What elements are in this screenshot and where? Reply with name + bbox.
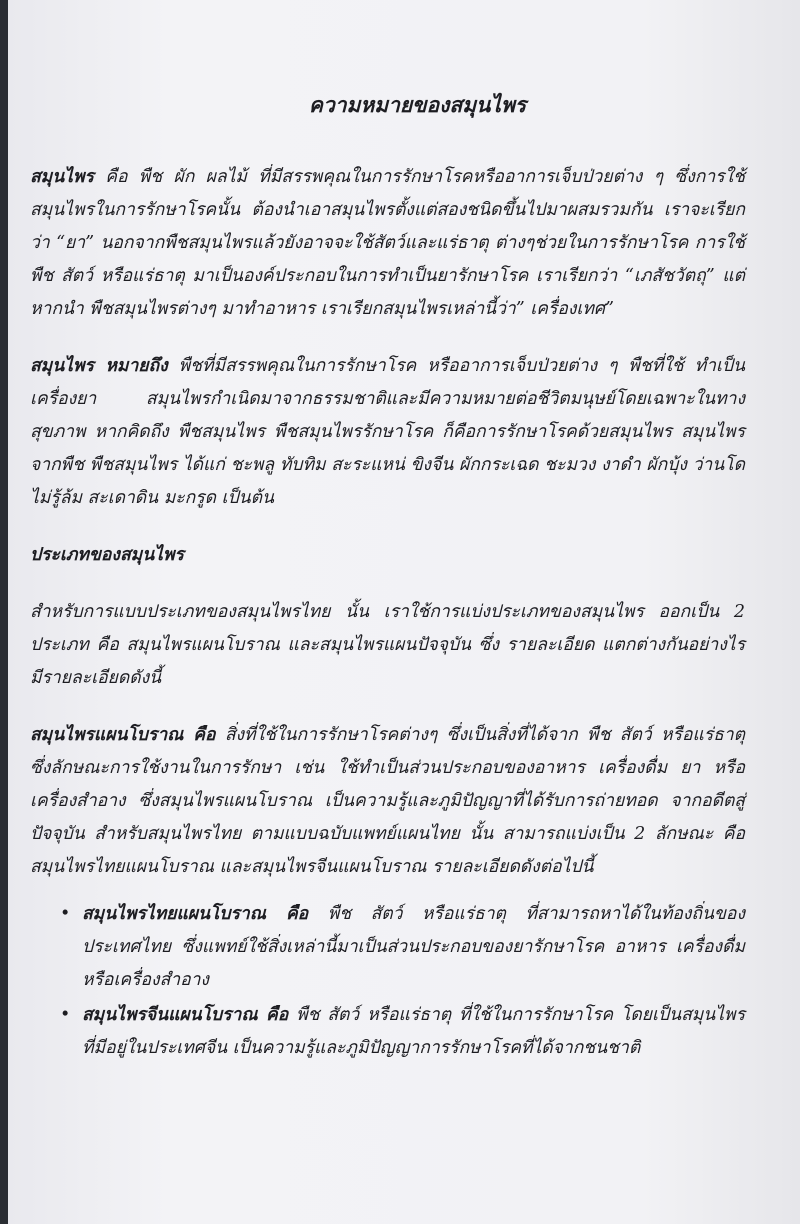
paragraph-definition [30,161,745,326]
list-item-text: พืช สัตว์ หรือแร่ธาตุ ที่ใช้ในการรักษาโรค โดยเป็นสมุนไพร ที่มีอยู่ในประเทศจีน เป็นความรู้และภูมิปัญญาการรักษาโรคที่ได้จากชนชาติ [82,1005,745,1058]
list-item-text: พืช สัตว์ หรือแร่ธาตุ ที่สามารถหาได้ในท้องถิ่นของประเทศไทย ซึ่งแพทย์ใช้สิ่งเหล่านี้มาเป็นส่วนประกอบของยารักษาโรค อาหาร เครื่องดื่ม หรือเครื่องสำอาง [82,904,745,990]
paragraph-lead: สมุนไพรแผนโบราณ คือ [30,725,216,745]
section-heading: ประเภทของสมุนไพร [30,545,184,565]
bullet-icon: • [60,904,71,924]
paragraph-lead: สมุนไพร หมายถึง [30,356,168,376]
paragraph-text: สิ่งที่ใช้ในการรักษาโรคต่างๆ ซึ่งเป็นสิ่งที่ได้จาก พืช สัตว์ หรือแร่ธาตุ ซึ่งลักษณะการใช้งานในการรักษา เช่น ใช้ทำเป็นส่วนประกอบของอาหาร เครื่องดื่ม ยา หรือเครื่องสำอาง ซึ่งสมุนไพรแผนโบราณ เป็นความรู้และภูมิปัญญาที่ได้รับการถ่ายทอด จากอดีตสู่ปัจจุบัน สำหรับสมุนไพรไทย ตามแบบฉบับแพทย์แผนไทย นั้น สามารถแบ่งเป็น 2 ลักษณะ คือ สมุนไพรไทยแผนโบราณ และสมุนไพรจีนแผนโบราณ รายละเอียดดังต่อไปนี้ [30,725,745,877]
page-title: ความหมายของสมุนไพร [308,92,527,117]
list-item [60,999,745,1065]
list-item-lead: สมุนไพรไทยแผนโบราณ คือ [82,904,309,924]
list-item [60,898,745,997]
page-content [30,88,745,1067]
paragraph-meaning [30,350,745,515]
list-item-lead: สมุนไพรจีนแผนโบราณ คือ [82,1005,289,1025]
paragraph-traditional [30,719,745,884]
document-page [8,0,800,1224]
bullet-list [30,898,745,1065]
bullet-icon: • [60,1005,71,1025]
paragraph-types-intro: สำหรับการแบบประเภทของสมุนไพรไทย นั้น เราใช้การแบ่งประเภทของสมุนไพร ออกเป็น 2 ประเภท คือ สมุนไพรแผนโบราณ และสมุนไพรแผนปัจจุบัน ซึ่ง รายละเอียด แตกต่างกันอย่างไร มีรายละเอียดดังนี้ [30,602,745,688]
paragraph-text: พืชที่มีสรรพคุณในการรักษาโรค หรืออาการเจ็บป่วยต่าง ๆ พืชที่ใช้ ทำเป็นเครื่องยา สมุนไพรกำเนิดมาจากธรรมชาติและมีความหมายต่อชีวิตมนุษย์โดยเฉพาะในทางสุขภาพ หากคิดถึง พืชสมุนไพร พืชสมุนไพรรักษาโรค ก็คือการรักษาโรคด้วยสมุนไพร สมุนไพรจากพืช พืชสมุนไพร ได้แก่ ชะพลู ทับทิม สะระแหน่ ขิงจีน ผักกระเฉด ชะมวง งาดำ ผักบุ้ง ว่านโดไม่รู้ล้ม สะเดาดิน มะกรูด เป็นต้น [30,356,745,508]
paragraph-lead: สมุนไพร [30,167,94,187]
paragraph-text: คือ พืช ผัก ผลไม้ ที่มีสรรพคุณในการรักษาโรคหรืออาการเจ็บป่วยต่าง ๆ ซึ่งการใช้สมุนไพรในการรักษาโรคนั้น ต้องนำเอาสมุนไพรตั้งแต่สองชนิดขึ้นไปมาผสมรวมกัน เราจะเรียกว่า “ยา” นอกจากพืชสมุนไพรแล้วยังอาจจะใช้สัตว์และแร่ธาตุ ต่างๆช่วยในการรักษาโรค การใช้ พืช สัตว์ หรือแร่ธาตุ มาเป็นองค์ประกอบในการทำเป็นยารักษาโรค เราเรียกว่า “เภสัชวัตถุ” แต่หากนำ พืชสมุนไพรต่างๆ มาทำอาหาร เราเรียกสมุนไพรเหล่านี้ว่า” เครื่องเทศ” [30,167,745,319]
